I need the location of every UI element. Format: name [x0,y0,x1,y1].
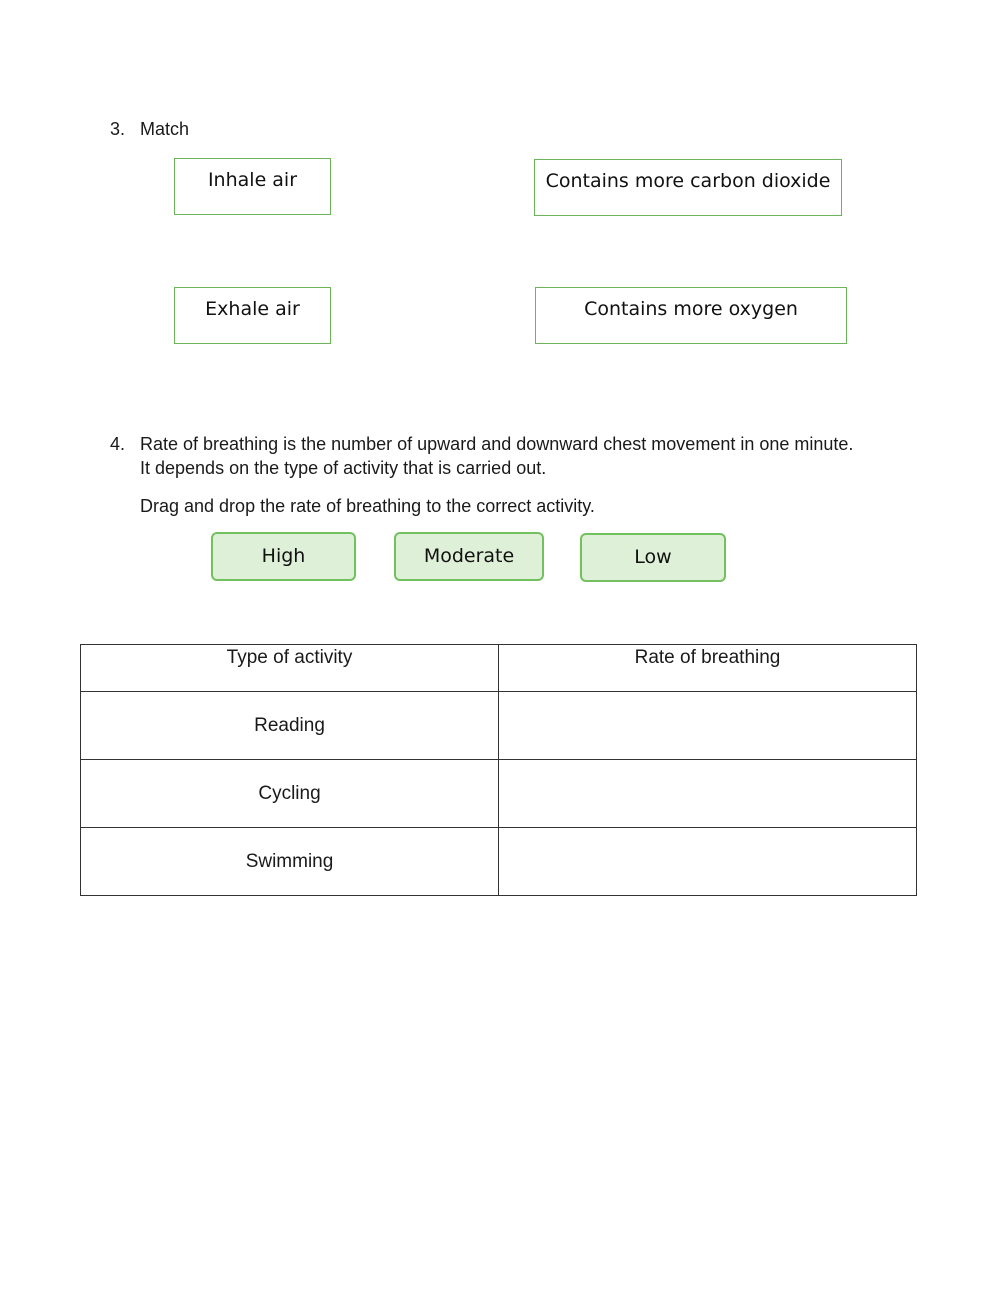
table-header-row [81,645,917,692]
header-type-of-activity: Type of activity [81,645,499,692]
rate-drop-zone-reading[interactable] [499,692,917,760]
table-row [81,692,917,760]
question-4-line-2: It depends on the type of activity that is carried out. [140,458,547,478]
table-row [81,760,917,828]
question-4-number: 4. [110,434,126,454]
option-chip-moderate[interactable]: Moderate [394,532,544,581]
match-left-exhale-air[interactable]: Exhale air [174,287,331,344]
match-right-more-carbon-dioxide[interactable]: Contains more carbon dioxide [534,159,842,216]
question-3-title: Match [140,119,190,139]
activity-cell-reading: Reading [81,692,499,760]
question-3-number: 3. [110,119,126,139]
question-4-line-1: Rate of breathing is the number of upward and downward chest movement in one minute. [140,434,854,454]
option-chip-high[interactable]: High [211,532,356,581]
rate-drop-zone-swimming[interactable] [499,828,917,896]
table-row [81,828,917,896]
match-left-inhale-air[interactable]: Inhale air [174,158,331,215]
option-chip-low[interactable]: Low [580,533,726,582]
activity-cell-cycling: Cycling [81,760,499,828]
header-rate-of-breathing: Rate of breathing [499,645,917,692]
rate-drop-zone-cycling[interactable] [499,760,917,828]
activity-cell-swimming: Swimming [81,828,499,896]
question-4-instruction: Drag and drop the rate of breathing to the correct activity. [140,496,595,516]
activity-table [80,644,917,896]
match-right-more-oxygen[interactable]: Contains more oxygen [535,287,847,344]
